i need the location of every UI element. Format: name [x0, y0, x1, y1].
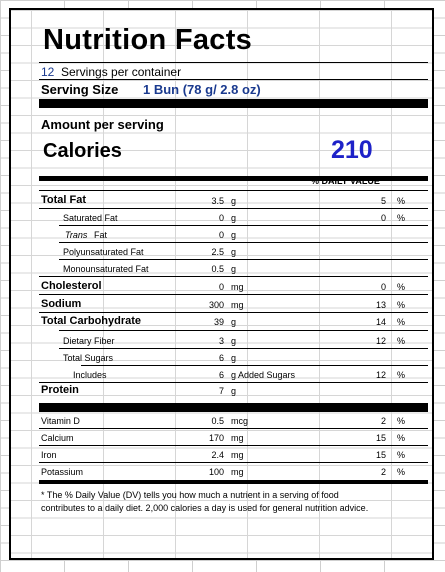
- row-divider: [39, 208, 428, 209]
- vitamin-dv: 15: [375, 450, 386, 460]
- nutrient-pct: %: [397, 336, 406, 346]
- nutrient-unit: g: [231, 264, 237, 274]
- row-divider: [59, 242, 428, 243]
- nutrient-name: Monounsaturated Fat: [63, 264, 149, 274]
- nutrient-amount: 3.5: [211, 196, 224, 206]
- servings-count: 12: [41, 65, 55, 79]
- nutrient-pct: %: [397, 196, 406, 206]
- nutrient-amount: 7: [218, 386, 224, 396]
- label-title: Nutrition Facts: [43, 24, 253, 56]
- row-divider: [59, 330, 428, 331]
- nutrient-name: Fat: [94, 230, 108, 240]
- nutrient-name: Polyunsaturated Fat: [63, 247, 144, 257]
- nutrient-name-italic: Trans: [65, 230, 88, 240]
- vitamin-amount: 170: [208, 433, 224, 443]
- vitamin-unit: mg: [231, 433, 244, 443]
- nutrient-pct: %: [397, 213, 406, 223]
- nutrient-amount: 0: [218, 230, 224, 240]
- vitamin-amount: 2.4: [211, 450, 224, 460]
- vitamin-unit: mg: [231, 450, 244, 460]
- row-divider: [39, 294, 428, 295]
- servings-text: Servings per container: [61, 65, 182, 79]
- vitamin-dv: 2: [380, 416, 386, 426]
- servings-divider: [39, 79, 428, 80]
- vitamin-pct: %: [397, 433, 406, 443]
- row-divider: [39, 462, 428, 463]
- thick-divider: [39, 99, 428, 108]
- nutrient-pct: %: [397, 300, 406, 310]
- nutrient-amount: 0: [218, 213, 224, 223]
- vitamin-pct: %: [397, 416, 406, 426]
- daily-value-header: % DAILY VALUE *: [311, 176, 386, 186]
- nutrient-amount: 3: [218, 336, 224, 346]
- vitamin-pct: %: [397, 467, 406, 477]
- thick-divider: [39, 403, 428, 412]
- nutrient-name: Includes: [73, 370, 107, 380]
- vitamin-dv: 2: [380, 467, 386, 477]
- nutrient-unit: g: [231, 230, 237, 240]
- row-divider: [39, 382, 428, 383]
- nutrient-amount: 39: [213, 317, 224, 327]
- nutrient-unit: g: [231, 336, 237, 346]
- nutrient-dv: 12: [375, 370, 386, 380]
- nutrient-pct: %: [397, 370, 406, 380]
- nutrient-amount: 300: [208, 300, 224, 310]
- vitamin-name: Calcium: [41, 433, 74, 443]
- row-divider: [39, 428, 428, 429]
- nutrient-unit: mg: [231, 282, 244, 292]
- vitamin-name: Iron: [41, 450, 57, 460]
- vitamin-unit: mcg: [231, 416, 249, 426]
- vitamin-unit: mg: [231, 467, 244, 477]
- nutrient-unit: mg: [231, 300, 244, 310]
- serving-size-value: 1 Bun (78 g/ 2.8 oz): [143, 82, 261, 97]
- title-divider: [39, 62, 428, 63]
- bottom-divider: [39, 480, 428, 484]
- footnote-line-2: contributes to a daily diet. 2,000 calories a day is used for general nutrition advice.: [41, 503, 369, 513]
- nutrient-amount: 2.5: [211, 247, 224, 257]
- nutrient-dv: 0: [380, 213, 386, 223]
- nutrient-dv: 0: [380, 282, 386, 292]
- nutrient-name: Total Sugars: [63, 353, 114, 363]
- footnote: [41, 489, 368, 515]
- nutrient-name: Cholesterol: [41, 280, 102, 292]
- vitamin-dv: 15: [375, 433, 386, 443]
- amount-per-serving: Amount per serving: [41, 117, 164, 132]
- nutrient-pct: %: [397, 282, 406, 292]
- nutrient-unit: g Added Sugars: [231, 370, 296, 380]
- nutrient-unit: g: [231, 247, 237, 257]
- calories-value: 210: [331, 136, 373, 164]
- nutrient-unit: g: [231, 353, 237, 363]
- nutrient-name: Total Carbohydrate: [41, 315, 142, 327]
- nutrient-amount: 0: [218, 282, 224, 292]
- row-divider: [59, 348, 428, 349]
- vitamin-amount: 100: [208, 467, 224, 477]
- nutrient-unit: g: [231, 317, 237, 327]
- vitamin-pct: %: [397, 450, 406, 460]
- nutrient-amount: 0.5: [211, 264, 224, 274]
- calories-label: Calories: [43, 140, 122, 162]
- row-divider: [81, 365, 428, 366]
- nutrient-dv: 12: [375, 336, 386, 346]
- row-divider: [59, 259, 428, 260]
- header-divider: [39, 190, 428, 191]
- row-divider: [39, 276, 428, 277]
- row-divider: [39, 445, 428, 446]
- vitamin-name: Vitamin D: [41, 416, 80, 426]
- nutrient-unit: g: [231, 386, 237, 396]
- row-divider: [59, 225, 428, 226]
- footnote-line-1: * The % Daily Value (DV) tells you how much a nutrient in a serving of food: [41, 490, 339, 500]
- nutrient-unit: g: [231, 196, 237, 206]
- nutrient-amount: 6: [218, 353, 224, 363]
- nutrient-name: Dietary Fiber: [63, 336, 115, 346]
- serving-size-label: Serving Size: [41, 82, 119, 97]
- nutrient-name: Sodium: [41, 298, 82, 310]
- nutrition-label: [9, 8, 434, 560]
- nutrient-amount: 6: [218, 370, 224, 380]
- nutrient-name: Protein: [41, 384, 79, 396]
- nutrient-name: Saturated Fat: [63, 213, 118, 223]
- nutrient-dv: 5: [380, 196, 386, 206]
- vitamin-name: Potassium: [41, 467, 84, 477]
- vitamin-amount: 0.5: [211, 416, 224, 426]
- nutrient-pct: %: [397, 317, 406, 327]
- row-divider: [39, 312, 428, 313]
- nutrient-dv: 13: [375, 300, 386, 310]
- nutrient-unit: g: [231, 213, 237, 223]
- nutrient-name: Total Fat: [41, 194, 87, 206]
- nutrient-dv: 14: [375, 317, 386, 327]
